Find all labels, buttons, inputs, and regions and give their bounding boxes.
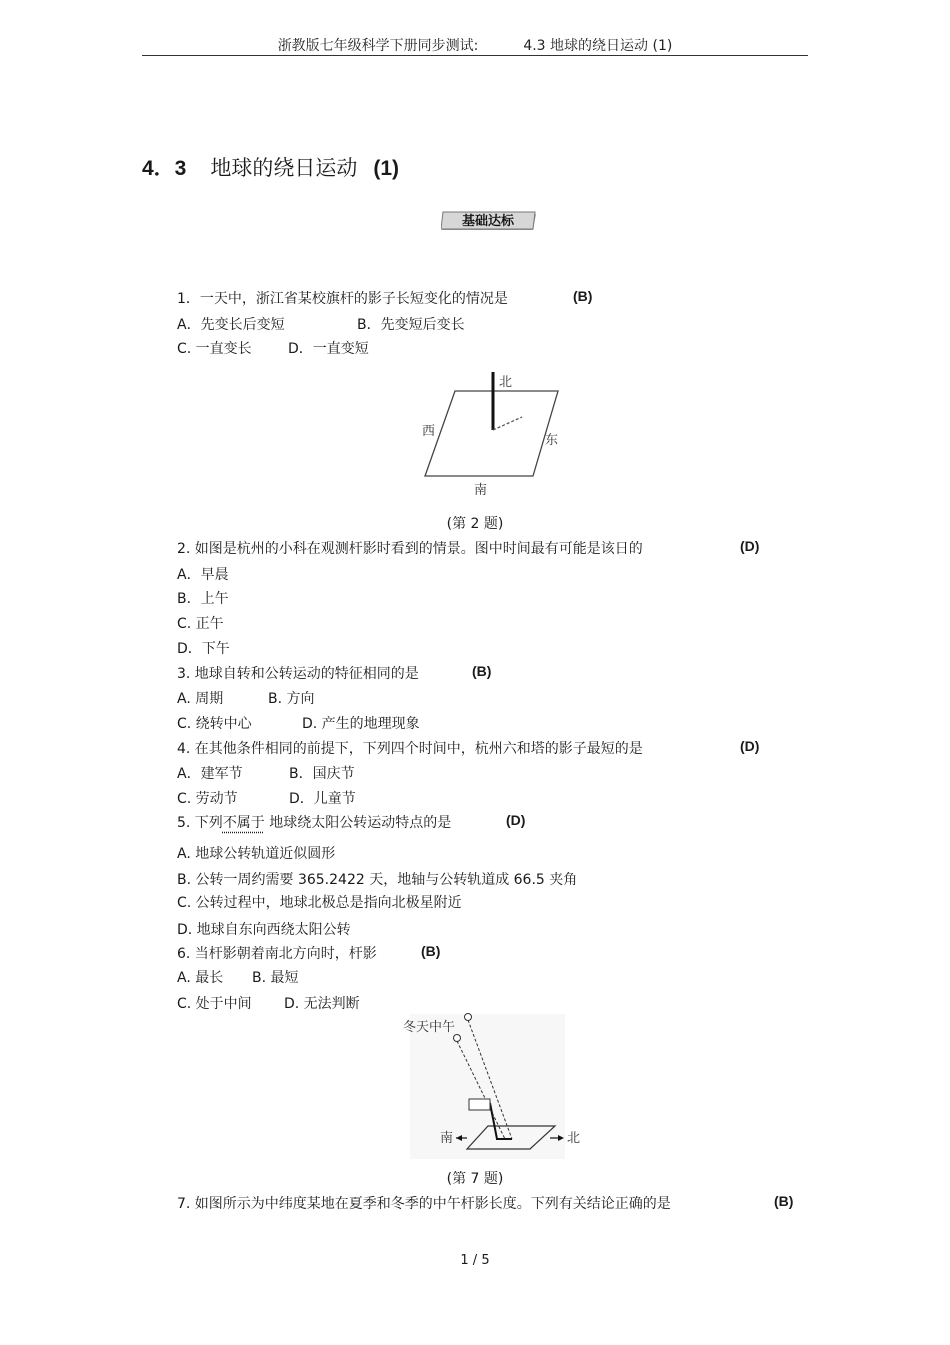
q5-stem-a: 5. 下列 (177, 815, 223, 831)
q6-stem: 6. 当杆影朝着南北方向时，杆影 (177, 946, 377, 962)
q4-answer: (D) (740, 738, 760, 754)
q1-option-a: A．先变长后变短 (177, 317, 285, 333)
q5-answer: (D) (506, 812, 526, 828)
q4-option-d: D．儿童节 (289, 791, 356, 807)
q1-option-c: C. 一直变长 (177, 341, 252, 357)
q4-stem: 4. 在其他条件相同的前提下，下列四个时间中，杭州六和塔的影子最短的是 (177, 741, 643, 757)
q4-option-b: B．国庆节 (289, 766, 355, 782)
section-badge (441, 211, 539, 233)
q4-option-c: C. 劳动节 (177, 791, 238, 807)
running-header (0, 35, 950, 55)
label-west: 西 (422, 424, 436, 439)
q2-option-a: A．早晨 (177, 567, 229, 583)
q5-stem-emphasis: 不属于 (222, 815, 265, 831)
sun-high-icon (465, 1014, 472, 1021)
header-left: 浙教版七年级科学下册同步测试: (277, 38, 479, 54)
label-south: 南 (440, 1131, 454, 1146)
q5-stem-c: 地球绕太阳公转运动特点的是 (264, 815, 452, 831)
q2-answer: (D) (740, 538, 760, 554)
figure-background (410, 1014, 565, 1159)
label-east: 东 (545, 433, 559, 448)
q5-stem (177, 812, 451, 832)
q6-option-a: A. 最长 (177, 970, 224, 986)
q3-option-d: D. 产生的地理现象 (302, 716, 420, 732)
figure-2-shadow-diagram (415, 368, 575, 503)
label-north: 北 (499, 375, 513, 390)
q3-option-c: C. 绕转中心 (177, 716, 252, 732)
q3-option-b: B. 方向 (268, 691, 315, 707)
q4-option-a: A．建军节 (177, 766, 243, 782)
q2-option-c: C. 正午 (177, 616, 224, 632)
page-number: 1 / 5 (460, 1253, 490, 1268)
q1-answer: (B) (573, 288, 593, 304)
badge-shape (441, 211, 539, 233)
q1-option-b: B．先变短后变长 (357, 317, 465, 333)
label-winter-noon: 冬天中午 (403, 1020, 456, 1035)
sun-low-icon (454, 1035, 461, 1042)
badge-label: 基础达标 (461, 214, 515, 229)
q6-option-d: D. 无法判断 (284, 996, 360, 1012)
q7-answer: (B) (774, 1193, 794, 1209)
label-south: 南 (474, 483, 488, 498)
q6-answer: (B) (421, 943, 441, 959)
q1-stem (177, 288, 508, 308)
q1-stem-text: 1．一天中，浙江省某校旗杆的影子长短变化的情况是 (177, 291, 508, 307)
q5-option-b: B. 公转一周约需要 365.2422 天，地轴与公转轨道成 66.5 夹角 (177, 872, 578, 888)
title-part: (1) (373, 157, 400, 180)
q6-option-b: B. 最短 (252, 970, 299, 986)
figure-7-sun-angle-diagram (400, 1008, 590, 1163)
q3-option-a: A. 周期 (177, 691, 224, 707)
q2-option-b: B．上午 (177, 591, 229, 607)
q6-option-c: C. 处于中间 (177, 996, 252, 1012)
q7-stem: 7. 如图所示为中纬度某地在夏季和冬季的中午杆影长度。下列有关结论正确的是 (177, 1196, 671, 1212)
q3-answer: (B) (472, 663, 492, 679)
header-rule (142, 55, 808, 56)
figure-7-caption: (第 7 题) (446, 1171, 504, 1187)
pole-shadow (493, 417, 522, 430)
flag (469, 1099, 490, 1110)
q5-option-c: C. 公转过程中，地球北极总是指向北极星附近 (177, 895, 462, 911)
title-name: 地球的绕日运动 (210, 156, 358, 180)
q5-option-a: A. 地球公转轨道近似圆形 (177, 846, 336, 862)
q2-stem: 2. 如图是杭州的小科在观测杆影时看到的情景。图中时间最有可能是该日的 (177, 541, 643, 557)
q3-stem: 3. 地球自转和公转运动的特征相同的是 (177, 666, 419, 682)
figure-2-caption: (第 2 题) (446, 516, 504, 532)
q2-option-d: D．下午 (177, 641, 230, 657)
page-title (142, 152, 399, 182)
q1-option-d: D．一直变短 (288, 341, 369, 357)
label-north: 北 (567, 1131, 581, 1146)
header-right: 4.3 地球的绕日运动 (1) (523, 38, 673, 54)
title-number: 4．3 (142, 157, 187, 180)
q5-option-d: D. 地球自东向西绕太阳公转 (177, 922, 351, 938)
